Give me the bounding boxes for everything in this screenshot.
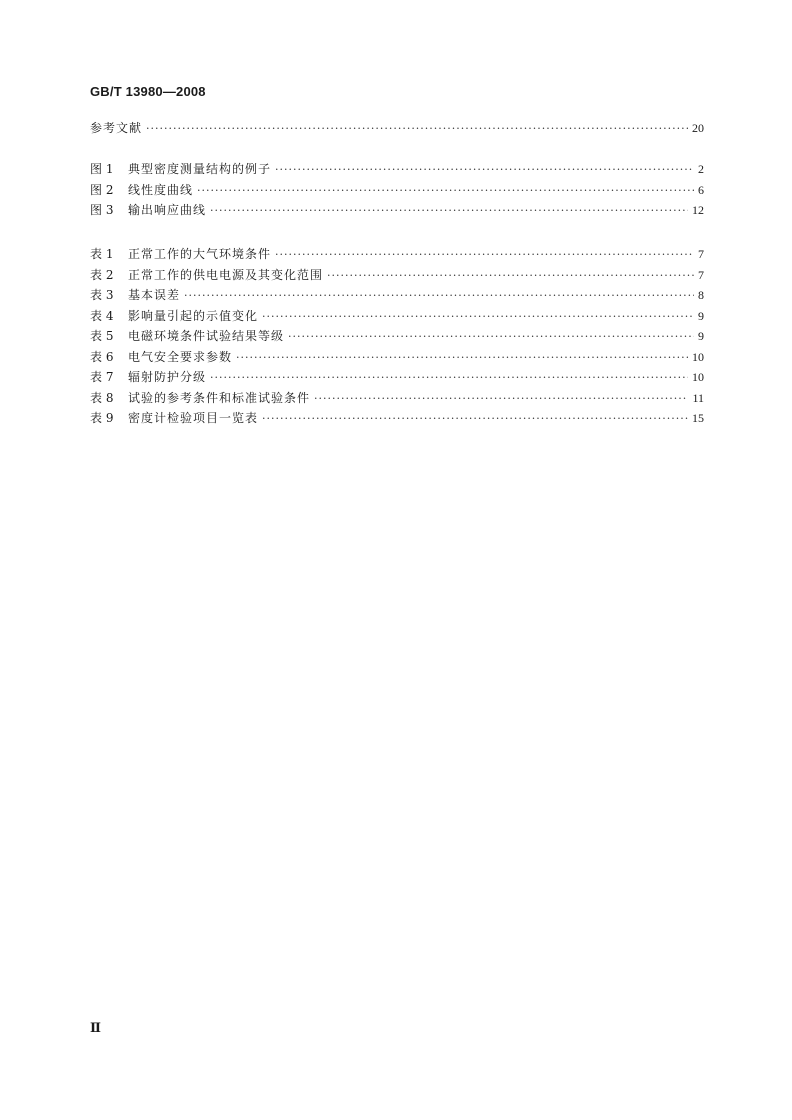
- toc-entry-table[interactable]: [90, 244, 704, 265]
- toc-entry-prefix: 表 6: [90, 349, 114, 364]
- toc-entry-prefix: 表 1: [90, 247, 114, 261]
- dot-leader: [327, 266, 694, 287]
- toc-entry-page: 20: [692, 121, 704, 135]
- toc-entry-page: 15: [692, 411, 704, 425]
- dot-leader: [262, 409, 688, 430]
- toc-entry-title: 典型密度测量结构的例子: [128, 162, 272, 176]
- dot-leader: [314, 389, 688, 410]
- toc-entry-table[interactable]: [90, 367, 704, 388]
- toc-entry-page: 7: [698, 267, 704, 282]
- toc-entry-references[interactable]: [90, 118, 704, 139]
- toc-entry-page: 12: [692, 203, 704, 217]
- toc-entry-title: 电气安全要求参数: [128, 349, 233, 364]
- toc-entry-title: 线性度曲线: [128, 182, 194, 197]
- standard-number: GB/T 13980—2008: [90, 84, 206, 99]
- toc-entry-prefix: 表 8: [90, 390, 114, 405]
- toc-entry-prefix: 表 7: [90, 370, 114, 384]
- toc-entry-page: 7: [698, 247, 704, 261]
- toc-entry-prefix: 图 1: [90, 162, 114, 176]
- toc-entry-title: 试验的参考条件和标准试验条件: [128, 390, 311, 405]
- toc-entry-title: 影响量引起的示值变化: [128, 308, 259, 323]
- toc-entry-table[interactable]: [90, 347, 704, 368]
- toc-entry-title: 正常工作的大气环境条件: [128, 247, 272, 261]
- toc-entry-title: 电磁环境条件试验结果等级: [128, 329, 285, 343]
- dot-leader: [184, 286, 694, 307]
- toc-entry-prefix: 图 3: [90, 203, 114, 217]
- toc-entry-title: 正常工作的供电电源及其变化范围: [128, 267, 324, 282]
- dot-leader: [262, 307, 694, 328]
- toc-entry-prefix: 表 2: [90, 267, 114, 282]
- toc-entry-prefix: 表 5: [90, 329, 114, 343]
- dot-leader: [210, 368, 688, 389]
- toc-entry-figure[interactable]: [90, 200, 704, 221]
- toc-entry-table[interactable]: [90, 408, 704, 429]
- toc-entry-page: 11: [692, 390, 704, 405]
- toc-entry-title: 密度计检验项目一览表: [128, 411, 259, 425]
- dot-leader: [275, 245, 694, 266]
- dot-leader: [288, 327, 694, 348]
- toc-entry-prefix: 表 9: [90, 411, 114, 425]
- toc-entry-title: 输出响应曲线: [128, 203, 207, 217]
- toc-entry-prefix: 图 2: [90, 182, 114, 197]
- toc-entry-figure[interactable]: [90, 180, 704, 201]
- toc-entry-title: 基本误差: [128, 288, 181, 302]
- toc-tables-section: [90, 244, 704, 429]
- toc-figures-section: [90, 159, 704, 221]
- toc-references-section: [90, 118, 704, 139]
- toc-entry-figure[interactable]: [90, 159, 704, 180]
- toc-entry-page: 9: [698, 308, 704, 323]
- dot-leader: [197, 181, 694, 202]
- dot-leader: [210, 201, 688, 222]
- toc-entry-table[interactable]: [90, 285, 704, 306]
- toc-entry-page: 8: [698, 288, 704, 302]
- toc-entry-page: 10: [692, 349, 704, 364]
- toc-entry-title: 辐射防护分级: [128, 370, 207, 384]
- toc-entry-table[interactable]: [90, 306, 704, 327]
- toc-entry-table[interactable]: [90, 265, 704, 286]
- toc-entry-page: 2: [698, 162, 704, 176]
- toc-entry-page: 6: [698, 182, 704, 197]
- toc-entry-page: 10: [692, 370, 704, 384]
- toc-entry-table[interactable]: [90, 326, 704, 347]
- toc-entry-prefix: 表 3: [90, 288, 114, 302]
- page-number: Ⅱ: [90, 1020, 101, 1035]
- dot-leader: [236, 348, 688, 369]
- dot-leader: [146, 119, 688, 140]
- dot-leader: [275, 160, 694, 181]
- toc-entry-prefix: 表 4: [90, 308, 114, 323]
- toc-entry-table[interactable]: [90, 388, 704, 409]
- toc-entry-title: 参考文献: [90, 121, 143, 135]
- toc-entry-page: 9: [698, 329, 704, 343]
